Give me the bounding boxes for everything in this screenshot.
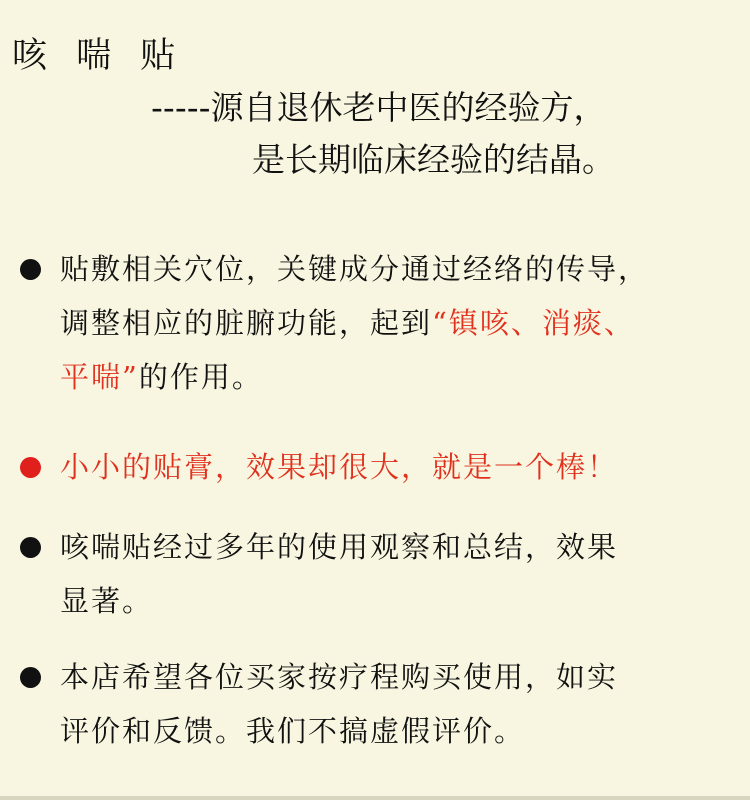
subtitle-line-1: -----源自退休老中医的经验方， xyxy=(151,88,607,127)
paragraph-1-line-3 xyxy=(60,350,740,404)
paragraph-4 xyxy=(60,650,740,758)
paragraph-2 xyxy=(60,440,740,494)
paragraph-1-line-2-text: 调整相应的脏腑功能，起到 xyxy=(60,306,433,340)
paragraph-1-highlight-2: 平喘” xyxy=(60,360,139,394)
bullet-point-2 xyxy=(20,457,41,478)
bullet-point-3 xyxy=(20,537,41,558)
paragraph-3-line-2: 显著。 xyxy=(60,584,154,618)
paragraph-4-line-1: 本店希望各位买家按疗程购买使用，如实 xyxy=(60,660,619,694)
paragraph-3 xyxy=(60,520,740,628)
paragraph-1-line-2 xyxy=(60,296,740,350)
bullet-point-4 xyxy=(20,667,41,688)
paragraph-1 xyxy=(60,242,740,404)
paragraph-1-line-1: 贴敷相关穴位，关键成分通过经络的传导， xyxy=(60,252,650,286)
paragraph-1-highlight-1: “镇咳、消痰、 xyxy=(432,306,635,340)
paragraph-4-line-2: 评价和反馈。我们不搞虚假评价。 xyxy=(60,714,526,748)
bullet-point-1 xyxy=(20,259,41,280)
paragraph-2-line-1: 小小的贴膏，效果却很大，就是一个棒！ xyxy=(60,450,619,484)
page-title: 咳 喘 贴 xyxy=(12,36,185,76)
subtitle-line-2: 是长期临床经验的结晶。 xyxy=(252,140,615,179)
bottom-divider xyxy=(0,796,750,800)
paragraph-1-line-3-text: 的作用。 xyxy=(138,360,263,394)
paragraph-3-line-1: 咳喘贴经过多年的使用观察和总结，效果 xyxy=(60,530,619,564)
